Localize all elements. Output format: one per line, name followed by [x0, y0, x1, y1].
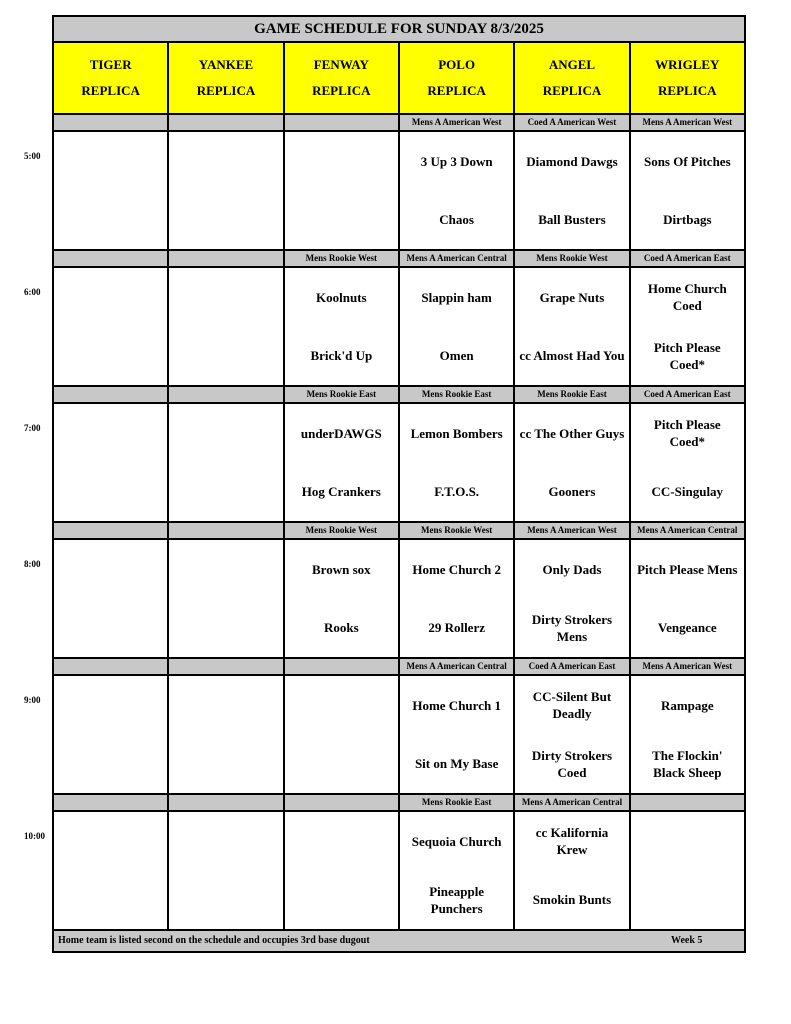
field-name: POLO: [438, 57, 476, 72]
away-team: Lemon Bombers: [410, 425, 503, 441]
time-slots: [54, 115, 744, 931]
game-cell: [285, 676, 400, 793]
away-team: Home Church 1: [412, 697, 501, 713]
home-team: Dirtbags: [663, 212, 712, 228]
home-team: Sit on My Base: [414, 756, 499, 772]
home-team: [169, 191, 282, 250]
game-row: [54, 540, 744, 659]
division-label: Mens A American Central: [515, 795, 630, 810]
home-team: [169, 871, 282, 930]
home-team: 29 Rollerz: [428, 620, 485, 636]
field-subtitle: REPLICA: [81, 83, 140, 98]
division-label: Coed A American East: [643, 389, 731, 399]
division-label: [285, 115, 400, 130]
field-subtitle: REPLICA: [427, 83, 486, 98]
division-label: [169, 523, 284, 538]
home-team: Chaos: [439, 212, 474, 228]
home-team: Vengeance: [657, 620, 717, 636]
game-cell: [400, 540, 515, 657]
division-label: Coed A American West: [515, 115, 630, 130]
game-cell: [285, 404, 400, 521]
field-header-2: [285, 43, 400, 113]
game-cell: [54, 268, 169, 385]
home-team: [54, 599, 167, 658]
game-cell: [169, 268, 284, 385]
home-team: [285, 191, 398, 250]
division-label: Mens A American Central: [400, 251, 515, 266]
away-team: underDAWGS: [300, 425, 382, 441]
away-team: [54, 132, 167, 191]
game-cell: [54, 404, 169, 521]
home-team: [54, 735, 167, 794]
division-label: Mens A American West: [515, 523, 630, 538]
away-team: [285, 812, 398, 871]
division-label: Mens Rookie East: [400, 795, 515, 810]
game-cell: [515, 404, 630, 521]
game-cell: [54, 812, 169, 929]
division-label: Mens Rookie East: [285, 387, 400, 402]
field-name: TIGER: [89, 57, 132, 72]
field-header-1: [169, 43, 284, 113]
field-subtitle: REPLICA: [658, 83, 717, 98]
away-team: cc Kalifornia Krew: [535, 825, 609, 858]
division-label: Mens A American Central: [400, 659, 515, 674]
home-team: cc Almost Had You: [519, 348, 625, 364]
division-label: [54, 387, 169, 402]
field-name: WRIGLEY: [655, 57, 720, 72]
division-label: [169, 659, 284, 674]
away-team: Koolnuts: [316, 289, 367, 305]
home-team: Omen: [439, 348, 474, 364]
home-team: [169, 735, 282, 794]
away-team: [285, 676, 398, 735]
game-row: [54, 404, 744, 523]
game-cell: [400, 132, 515, 249]
division-label: Mens A American West: [400, 115, 515, 130]
home-team: Pineapple Punchers: [429, 883, 485, 916]
home-team: [54, 191, 167, 250]
home-team: [54, 871, 167, 930]
away-team: Sequoia Church: [411, 833, 502, 849]
game-row: [54, 812, 744, 931]
division-label: [54, 115, 169, 130]
home-team: Hog Crankers: [301, 484, 381, 500]
game-cell: [400, 404, 515, 521]
schedule-title: GAME SCHEDULE FOR SUNDAY 8/3/2025: [54, 17, 744, 43]
home-team: Ball Busters: [538, 212, 606, 228]
away-team: 3 Up 3 Down: [420, 153, 493, 169]
game-cell: [515, 676, 630, 793]
away-team: [285, 132, 398, 191]
division-row: [54, 523, 744, 540]
game-cell: [169, 812, 284, 929]
division-label: Mens Rookie West: [285, 251, 400, 266]
game-cell: [631, 540, 744, 657]
away-team: Pitch Please Coed*: [653, 417, 721, 450]
field-name: FENWAY: [313, 57, 369, 72]
division-label: [169, 795, 284, 810]
division-label: Mens A American West: [642, 661, 733, 671]
game-cell: [515, 812, 630, 929]
division-label: [54, 795, 169, 810]
game-cell: [631, 404, 744, 521]
division-row: [54, 795, 744, 812]
division-row: [54, 251, 744, 268]
division-label: Mens A American West: [642, 117, 733, 127]
game-cell: [285, 540, 400, 657]
home-team: Smokin Bunts: [532, 892, 612, 908]
home-team: [285, 871, 398, 930]
home-team: Dirty Strokers Mens: [531, 611, 613, 644]
game-cell: [285, 268, 400, 385]
game-cell: [515, 540, 630, 657]
game-cell: [631, 268, 744, 385]
field-name: ANGEL: [548, 57, 596, 72]
division-label: [169, 115, 284, 130]
home-team: [631, 871, 744, 930]
division-row: [54, 115, 744, 132]
home-team: [54, 327, 167, 386]
away-team: Slappin ham: [421, 289, 492, 305]
away-team: Home Church Coed: [647, 281, 727, 314]
home-team-note: Home team is listed second on the schedule and occupies 3rd base dugout: [58, 935, 370, 946]
home-team: [169, 463, 282, 522]
schedule-table: [52, 15, 746, 953]
home-team: [169, 327, 282, 386]
away-team: Only Dads: [542, 561, 602, 577]
time-label: 5:00: [24, 151, 41, 161]
away-team: [169, 404, 282, 463]
away-team: [169, 812, 282, 871]
time-label: 6:00: [24, 287, 41, 297]
week-label: Week 5: [671, 935, 703, 946]
field-subtitle: REPLICA: [542, 83, 602, 98]
away-team: Pitch Please Mens: [637, 561, 738, 577]
field-subtitle: REPLICA: [196, 83, 256, 98]
away-team: [54, 540, 167, 599]
game-cell: [400, 676, 515, 793]
game-row: [54, 676, 744, 795]
away-team: Grape Nuts: [539, 289, 605, 305]
division-label: [54, 523, 169, 538]
game-cell: [169, 132, 284, 249]
division-label: Mens Rookie West: [285, 523, 400, 538]
time-label: 8:00: [24, 559, 41, 569]
home-team: Brick'd Up: [310, 348, 373, 364]
away-team: Diamond Dawgs: [526, 153, 618, 169]
home-team: Rooks: [323, 620, 359, 636]
away-team: [54, 404, 167, 463]
division-label: [285, 659, 400, 674]
home-team: The Flockin' Black Sheep: [652, 747, 723, 780]
away-team: Rampage: [660, 697, 714, 713]
division-label: [169, 387, 284, 402]
away-team: Brown sox: [312, 561, 371, 577]
game-cell: [631, 132, 744, 249]
home-team: F.T.O.S.: [434, 484, 480, 500]
game-cell: [169, 676, 284, 793]
field-name: YANKEE: [198, 57, 254, 72]
home-team: Dirty Strokers Coed: [531, 747, 613, 780]
division-label: Coed A American East: [515, 659, 630, 674]
time-label: 10:00: [24, 831, 45, 841]
field-header-3: [400, 43, 515, 113]
game-cell: [515, 132, 630, 249]
game-cell: [400, 268, 515, 385]
away-team: [169, 132, 282, 191]
time-label: 9:00: [24, 695, 41, 705]
home-team: Gooners: [548, 484, 596, 500]
home-team: [285, 735, 398, 794]
division-row: [54, 659, 744, 676]
home-team: [169, 599, 282, 658]
game-cell: [515, 268, 630, 385]
division-label: Coed A American East: [643, 253, 731, 263]
away-team: [54, 676, 167, 735]
division-label: [54, 659, 169, 674]
game-row: [54, 132, 744, 251]
field-header-0: [54, 43, 169, 113]
home-team: [54, 463, 167, 522]
division-label: [54, 251, 169, 266]
field-header-row: [54, 43, 744, 115]
time-label: 7:00: [24, 423, 41, 433]
away-team: cc The Other Guys: [519, 425, 625, 441]
away-team: [54, 812, 167, 871]
division-label: Mens Rookie West: [400, 523, 515, 538]
game-cell: [631, 676, 744, 793]
field-header-4: [515, 43, 630, 113]
away-team: [54, 268, 167, 327]
game-cell: [54, 676, 169, 793]
footer-bar: [54, 931, 744, 951]
away-team: [631, 812, 744, 871]
division-label: [631, 795, 744, 810]
division-label: Mens Rookie East: [515, 387, 630, 402]
division-row: [54, 387, 744, 404]
game-cell: [285, 812, 400, 929]
game-cell: [285, 132, 400, 249]
game-cell: [631, 812, 744, 929]
game-cell: [54, 132, 169, 249]
game-cell: [169, 404, 284, 521]
home-team: Pitch Please Coed*: [653, 339, 721, 372]
game-row: [54, 268, 744, 387]
division-label: Mens Rookie East: [400, 387, 515, 402]
field-subtitle: REPLICA: [312, 83, 371, 98]
home-team: CC-Singulay: [651, 484, 724, 500]
division-label: [285, 795, 400, 810]
division-label: Mens Rookie West: [515, 251, 630, 266]
away-team: Sons Of Pitches: [643, 153, 731, 169]
division-label: [169, 251, 284, 266]
away-team: [169, 540, 282, 599]
game-cell: [400, 812, 515, 929]
away-team: [169, 676, 282, 735]
away-team: Home Church 2: [412, 561, 501, 577]
game-cell: [169, 540, 284, 657]
division-label: Mens A American Central: [637, 525, 738, 535]
away-team: CC-Silent But Deadly: [532, 689, 612, 722]
away-team: [169, 268, 282, 327]
field-header-5: [631, 43, 744, 113]
game-cell: [54, 540, 169, 657]
